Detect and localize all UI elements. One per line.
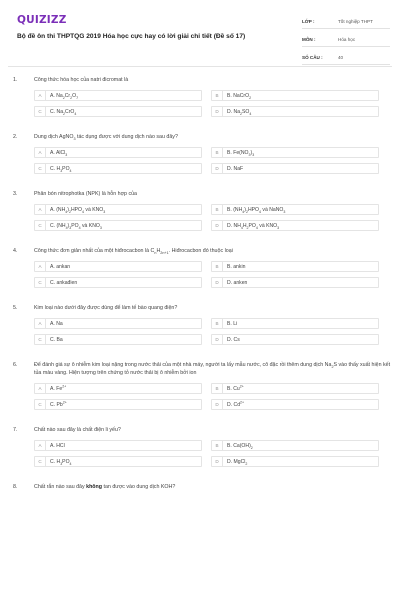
answer-option-d[interactable] bbox=[211, 220, 379, 231]
option-letter: C bbox=[35, 457, 46, 466]
option-letter: D bbox=[212, 221, 223, 230]
question-number: 1. bbox=[13, 77, 18, 83]
meta-key: LỚP : bbox=[302, 18, 315, 24]
answer-option-a[interactable] bbox=[34, 383, 202, 394]
question-number: 6. bbox=[13, 362, 18, 368]
option-text: B. ankin bbox=[227, 263, 246, 270]
option-text: B. $Cu^{2+}$ bbox=[227, 383, 244, 392]
option-letter: D bbox=[212, 164, 223, 173]
question-number: 4. bbox=[13, 248, 18, 254]
option-text: B. Li bbox=[227, 320, 238, 327]
option-letter: A bbox=[35, 91, 46, 100]
answer-option-b[interactable] bbox=[211, 204, 379, 215]
option-letter: B bbox=[212, 205, 223, 214]
meta-value: Tốt nghiệp THPT bbox=[338, 18, 373, 24]
option-text: C. $Pb^{2+}$ bbox=[50, 399, 67, 408]
meta-value: 40 bbox=[338, 54, 344, 60]
option-text: D. $Na_2SO_4$ bbox=[227, 108, 252, 116]
option-grid bbox=[34, 261, 391, 293]
answer-option-c[interactable] bbox=[34, 277, 202, 288]
question-text: Kim loại nào dưới đây được dùng để làm tế bào quang điện? bbox=[34, 305, 178, 311]
answer-option-d[interactable] bbox=[211, 106, 379, 117]
option-grid bbox=[34, 147, 391, 179]
option-letter: B bbox=[212, 441, 223, 450]
option-grid bbox=[34, 90, 391, 122]
answer-option-b[interactable] bbox=[211, 261, 379, 272]
option-grid bbox=[34, 440, 391, 472]
answer-option-d[interactable] bbox=[211, 334, 379, 345]
answer-option-d[interactable] bbox=[211, 399, 379, 410]
option-letter: C bbox=[35, 335, 46, 344]
question-header bbox=[13, 247, 391, 255]
option-text: B. $Fe(NO_3)_3$ bbox=[227, 149, 255, 157]
question-item bbox=[13, 483, 391, 491]
question-header bbox=[13, 361, 391, 377]
question-text: Chất rắn nào sau đây không tan được vào dung dịch KOH? bbox=[34, 484, 176, 490]
question-text: Dung dịch AgNO$_3$ tác dụng được với dung dịch nào sau đây? bbox=[34, 134, 178, 142]
option-text: A. AlCl$_3$ bbox=[50, 149, 68, 157]
question-text: Phân bón nitrophotka (NPK) là hỗn hợp của bbox=[34, 191, 138, 197]
question-text: Công thức đơn giản nhất của một hiđrocacbon là $C_nH_{2n+1}$. Hiđrocacbon đó thuộc loại bbox=[34, 248, 233, 256]
option-letter: B bbox=[212, 262, 223, 271]
option-text: C. $(NH_4)_3PO_4$ và $KNO_3$ bbox=[50, 222, 102, 230]
option-text: A. $Na_2Cr_2O_7$ bbox=[50, 92, 79, 100]
option-letter: A bbox=[35, 319, 46, 328]
option-letter: B bbox=[212, 319, 223, 328]
option-text: C. $Na_2CrO_4$ bbox=[50, 108, 77, 116]
answer-option-c[interactable] bbox=[34, 163, 202, 174]
option-text: C. ankađien bbox=[50, 279, 78, 286]
quizizz-logo: QUIZIZZ bbox=[17, 14, 67, 26]
option-text: B. NaCrO$_2$ bbox=[227, 92, 252, 100]
question-number: 3. bbox=[13, 191, 18, 197]
answer-option-a[interactable] bbox=[34, 318, 202, 329]
option-text: D. anken bbox=[227, 279, 248, 286]
option-letter: A bbox=[35, 384, 46, 393]
header-divider bbox=[8, 66, 392, 67]
option-text: D. $NH_4H_2PO_4$ và $KNO_3$ bbox=[227, 222, 280, 230]
question-number: 7. bbox=[13, 427, 18, 433]
option-text: A. ankan bbox=[50, 263, 71, 270]
question-item bbox=[13, 247, 391, 293]
option-letter: A bbox=[35, 441, 46, 450]
answer-option-a[interactable] bbox=[34, 261, 202, 272]
answer-option-a[interactable] bbox=[34, 204, 202, 215]
question-header bbox=[13, 133, 391, 141]
answer-option-c[interactable] bbox=[34, 399, 202, 410]
option-grid bbox=[34, 318, 391, 350]
meta-key: MÔN : bbox=[302, 36, 316, 42]
answer-option-c[interactable] bbox=[34, 220, 202, 231]
question-header bbox=[13, 76, 391, 84]
option-letter: C bbox=[35, 221, 46, 230]
option-letter: A bbox=[35, 205, 46, 214]
option-grid bbox=[34, 383, 391, 415]
answer-option-c[interactable] bbox=[34, 456, 202, 467]
option-text: B. $Ca(OH)_2$ bbox=[227, 442, 253, 450]
answer-option-d[interactable] bbox=[211, 277, 379, 288]
option-letter: C bbox=[35, 107, 46, 116]
question-item bbox=[13, 426, 391, 472]
answer-option-b[interactable] bbox=[211, 147, 379, 158]
question-item bbox=[13, 190, 391, 236]
option-grid bbox=[34, 204, 391, 236]
page-title: Bộ đề ôn thi THPTQG 2019 Hóa học cực hay có lời giải chi tiết (Đề số 17) bbox=[17, 33, 246, 40]
answer-option-a[interactable] bbox=[34, 90, 202, 101]
answer-option-b[interactable] bbox=[211, 90, 379, 101]
question-item bbox=[13, 76, 391, 122]
option-text: C. $H_3PO_4$ bbox=[50, 165, 72, 173]
question-header bbox=[13, 190, 391, 198]
option-letter: D bbox=[212, 107, 223, 116]
answer-option-a[interactable] bbox=[34, 147, 202, 158]
question-number: 2. bbox=[13, 134, 18, 140]
option-text: A. Na bbox=[50, 320, 63, 327]
option-text: A. HCl bbox=[50, 442, 65, 449]
answer-option-b[interactable] bbox=[211, 318, 379, 329]
option-text: C. Ba bbox=[50, 336, 63, 343]
answer-option-a[interactable] bbox=[34, 440, 202, 451]
question-item bbox=[13, 133, 391, 179]
option-letter: B bbox=[212, 148, 223, 157]
question-item bbox=[13, 361, 391, 415]
option-letter: D bbox=[212, 335, 223, 344]
meta-row-subject bbox=[302, 32, 390, 47]
answer-option-d[interactable] bbox=[211, 456, 379, 467]
meta-row-count bbox=[302, 50, 390, 65]
option-letter: C bbox=[35, 400, 46, 409]
answer-option-b[interactable] bbox=[211, 383, 379, 394]
answer-option-b[interactable] bbox=[211, 440, 379, 451]
option-text: B. $(NH_4)_2HPO_4$ và NaNO$_3$ bbox=[227, 206, 286, 214]
question-list bbox=[13, 76, 391, 502]
question-number: 8. bbox=[13, 484, 18, 490]
option-letter: A bbox=[35, 262, 46, 271]
answer-option-c[interactable] bbox=[34, 106, 202, 117]
option-text: A. $(NH_4)_2HPO_4$ và $KNO_3$ bbox=[50, 206, 106, 214]
answer-option-c[interactable] bbox=[34, 334, 202, 345]
question-header bbox=[13, 483, 391, 491]
question-header bbox=[13, 304, 391, 312]
meta-table bbox=[302, 14, 390, 68]
question-item bbox=[13, 304, 391, 350]
option-letter: D bbox=[212, 400, 223, 409]
question-header bbox=[13, 426, 391, 434]
option-text: D. NaF bbox=[227, 165, 244, 172]
option-text: C. $H_3PO_4$ bbox=[50, 458, 72, 466]
option-letter: B bbox=[212, 91, 223, 100]
meta-row-class bbox=[302, 14, 390, 29]
meta-value: Hóa học bbox=[338, 36, 356, 42]
option-letter: C bbox=[35, 278, 46, 287]
option-letter: D bbox=[212, 457, 223, 466]
option-letter: D bbox=[212, 278, 223, 287]
option-text: D. MgCl$_2$ bbox=[227, 458, 248, 466]
question-text: Để đánh giá sự ô nhiễm kim loại nặng trong nước thải của một nhà máy, người ta lấy mẫu nước, cô đặc rồi thêm dung dịch $Na_2S$ vào thấy xuất hiện kết tủa màu vàng. Hiện tượng trên chứng tỏ nước thải bị ô nhiễm bởi ion bbox=[34, 362, 391, 376]
option-text: D. Cs bbox=[227, 336, 240, 343]
option-letter: C bbox=[35, 164, 46, 173]
meta-key: SỐ CÂU : bbox=[302, 54, 323, 60]
answer-option-d[interactable] bbox=[211, 163, 379, 174]
option-letter: B bbox=[212, 384, 223, 393]
option-letter: A bbox=[35, 148, 46, 157]
question-text: Chất nào sau đây là chất điện li yếu? bbox=[34, 427, 121, 433]
question-text: Công thức hóa học của natri đicromat là bbox=[34, 77, 129, 83]
option-text: A. $Fe^{2+}$ bbox=[50, 383, 67, 392]
question-number: 5. bbox=[13, 305, 18, 311]
option-text: D. $Cd^{2+}$ bbox=[227, 399, 245, 408]
